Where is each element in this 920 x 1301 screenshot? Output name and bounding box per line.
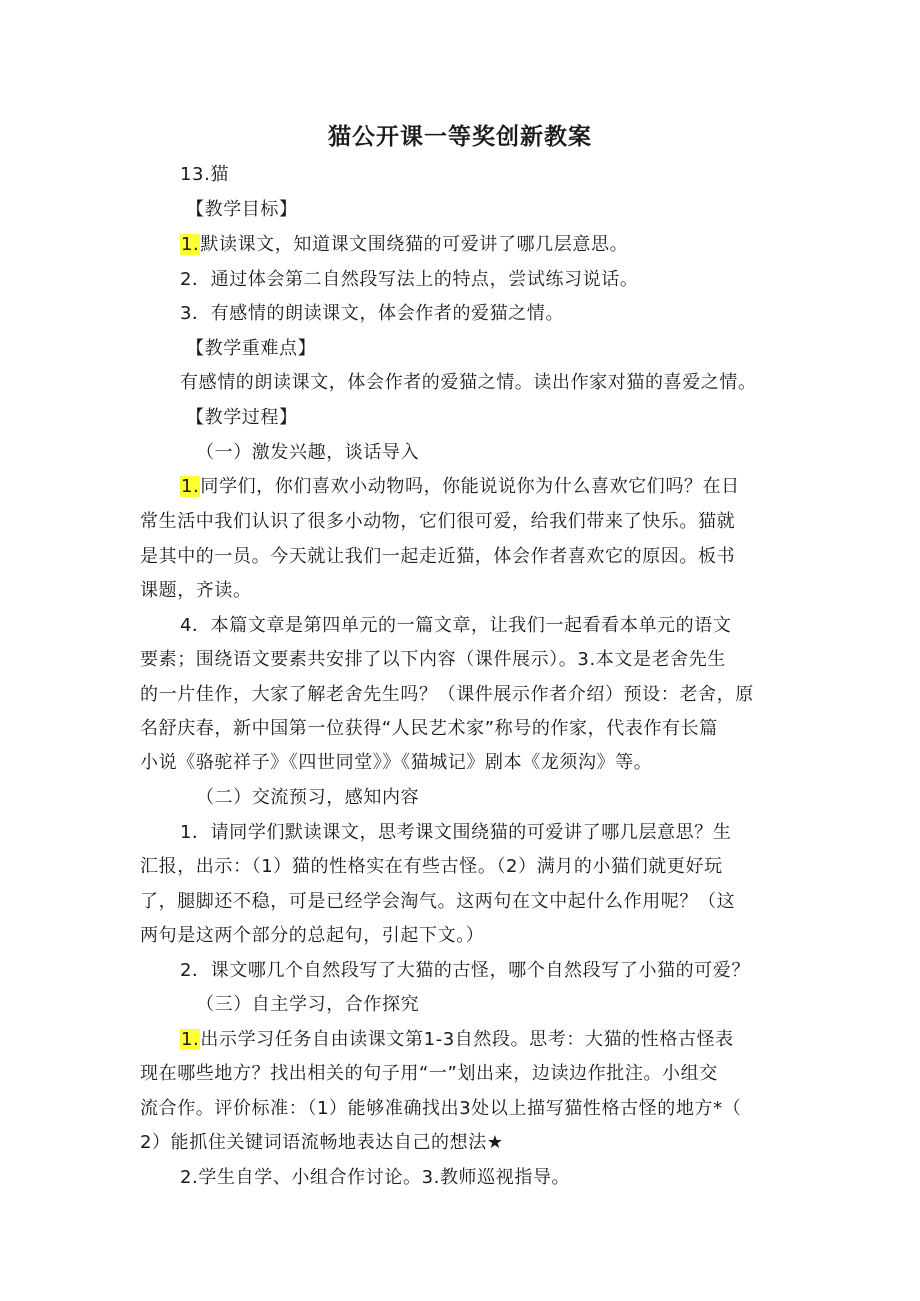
line-text: 4．本篇文章是第四单元的一篇文章，让我们一起看看本单元的语文 <box>180 615 732 636</box>
text-line <box>180 228 790 262</box>
line-text: 两句是这两个部分的总起句，引起下文。） <box>140 925 485 946</box>
text-line <box>180 366 790 400</box>
text-line <box>140 1092 790 1126</box>
text-line <box>140 540 790 574</box>
text-line <box>140 505 790 539</box>
line-text: 2．课文哪几个自然段写了大猫的古怪，哪个自然段写了小猫的可爱？ <box>180 960 751 981</box>
line-text: 13.猫 <box>180 164 230 185</box>
line-text: 2）能抓住关键词语流畅地表达自己的想法★ <box>140 1132 504 1153</box>
line-text: 要素；围绕语文要素共安排了以下内容（课件展示）。3.本文是老舍先生 <box>140 649 726 670</box>
line-text: 同学们，你们喜欢小动物吗，你能说说你为什么喜欢它们吗？在日 <box>200 476 740 497</box>
text-line <box>140 1057 790 1091</box>
document-title: 猫公开课一等奖创新教案 <box>328 124 592 150</box>
text-line <box>180 263 790 297</box>
text-line <box>196 436 790 470</box>
text-line <box>140 885 790 919</box>
line-text: 【教学过程】 <box>186 407 298 428</box>
text-line <box>140 643 790 677</box>
line-text: 【教学目标】 <box>186 199 298 220</box>
text-line <box>140 678 790 712</box>
text-line <box>196 781 790 815</box>
text-line <box>140 850 790 884</box>
line-text: 了，腿脚还不稳，可是已经学会淘气。这两句在文中起什么作用呢？（这 <box>140 891 736 912</box>
text-line <box>140 919 790 953</box>
highlighted-number: 1. <box>181 476 200 497</box>
line-text: 是其中的一员。今天就让我们一起走近猫，体会作者喜欢它的原因。板书 <box>140 546 736 567</box>
text-line <box>180 158 790 192</box>
text-line <box>180 816 790 850</box>
text-line <box>180 470 790 504</box>
text-line <box>196 988 790 1022</box>
line-text: 出示学习任务自由读课文第1-3自然段。思考：大猫的性格古怪表 <box>200 1029 734 1050</box>
line-text: 的一片佳作，大家了解老舍先生吗？（课件展示作者介绍）预设：老舍，原 <box>140 684 754 705</box>
text-line <box>186 332 790 366</box>
line-text: 现在哪些地方？找出相关的句子用“一”划出来，边读边作批注。小组交 <box>140 1063 718 1084</box>
text-line <box>180 1023 790 1057</box>
line-text: （三）自主学习，合作探究 <box>196 994 420 1015</box>
highlighted-number: 1. <box>181 1029 200 1050</box>
line-text: 有感情的朗读课文，体会作者的爱猫之情。读出作家对猫的喜爱之情。 <box>180 372 757 393</box>
line-text: 1．请同学们默读课文，思考课文围绕猫的可爱讲了哪几层意思？生 <box>180 822 732 843</box>
text-line <box>140 574 790 608</box>
text-line <box>140 1126 790 1160</box>
line-text: 默读课文，知道课文围绕猫的可爱讲了哪几层意思。 <box>200 234 629 255</box>
text-line <box>186 401 790 435</box>
line-text: 名舒庆春，新中国第一位获得“人民艺术家”称号的作家，代表作有长篇 <box>140 718 718 739</box>
line-text: 2.学生自学、小组合作讨论。3.教师巡视指导。 <box>180 1167 571 1188</box>
line-text: 常生活中我们认识了很多小动物，它们很可爱，给我们带来了快乐。猫就 <box>140 511 736 532</box>
line-text: 课题，齐读。 <box>140 580 252 601</box>
line-text: （一）激发兴趣，谈话导入 <box>196 442 420 463</box>
line-text: 流合作。评价标准：（1）能够准确找出3处以上描写猫性格古怪的地方*（ <box>140 1098 742 1119</box>
highlighted-number: 1. <box>181 234 200 255</box>
text-line <box>180 954 790 988</box>
text-line <box>186 193 790 227</box>
text-line <box>180 1161 790 1195</box>
text-line <box>140 712 790 746</box>
line-text: 小说《骆驼祥子》《四世同堂》》《猫城记》剧本《龙须沟》等。 <box>140 752 653 773</box>
line-text: 2．通过体会第二自然段写法上的特点，尝试练习说话。 <box>180 269 639 290</box>
line-text: 【教学重难点】 <box>186 338 317 359</box>
text-line <box>180 609 790 643</box>
text-line <box>140 746 790 780</box>
line-text: （二）交流预习，感知内容 <box>196 787 420 808</box>
line-text: 3．有感情的朗读课文，体会作者的爱猫之情。 <box>180 303 565 324</box>
line-text: 汇报，出示：（1）猫的性格实在有些古怪。（2）满月的小猫们就更好玩 <box>140 856 723 877</box>
text-line <box>180 297 790 331</box>
